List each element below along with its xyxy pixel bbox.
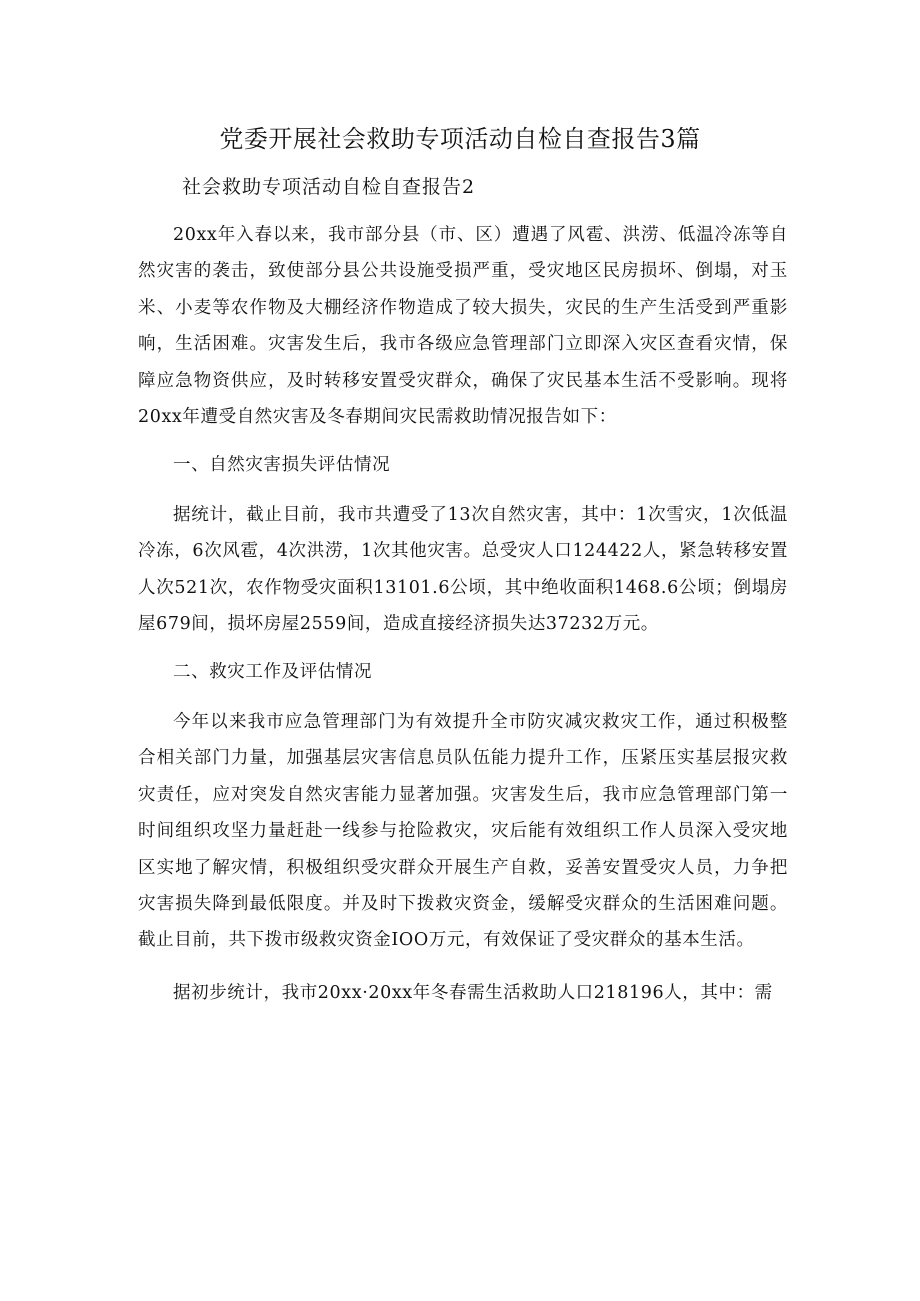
section-1-paragraph: 据统计，截止目前，我市共遭受了13次自然灾害，其中：1次雪灾，1次低温冷冻，6次风雹，4次洪涝，1次其他灾害。总受灾人口124422人，紧急转移安置人次521次，农作物受灾面积13101.6公顷，其中绝收面积1468.6公顷；倒塌房屋679间，损坏房屋2559间，造成直接经济损失达37232万元。	[138, 504, 788, 635]
section-2-paragraph-continued: 据初步统计，我市20xx·20xx年冬春需生活救助人口218196人，其中：需	[173, 982, 773, 1003]
intro-paragraph: 20xx年入春以来，我市部分县（市、区）遭遇了风雹、洪涝、低温冷冻等自然灾害的袭击，致使部分县公共设施受损严重，受灾地区民房损坏、倒塌，对玉米、小麦等农作物及大棚经济作物造成了较大损失，灾民的生产生活受到严重影响，生活困难。灾害发生后，我市各级应急管理部门立即深入灾区查看灾情，保障应急物资供应，及时转移安置受灾群众，确保了灾民基本生活不受影响。现将20xx年遭受自然灾害及冬春期间灾民需救助情况报告如下：	[138, 225, 788, 428]
document-title: 党委开展社会救助专项活动自检自查报告3篇	[219, 125, 701, 153]
section-2-paragraph: 今年以来我市应急管理部门为有效提升全市防灾减灾救灾工作，通过积极整合相关部门力量，加强基层灾害信息员队伍能力提升工作，压紧压实基层报灾救灾责任，应对突发自然灾害能力显著加强。灾害发生后，我市应急管理部门第一时间组织攻坚力量赶赴一线参与抢险救灾，灾后能有效组织工作人员深入受灾地区实地了解灾情，积极组织受灾群众开展生产自救，妥善安置受灾人员，力争把灾害损失降到最低限度。并及时下拨救灾资金，缓解受灾群众的生活困难问题。截止目前，共下拨市级救灾资金IOO万元，有效保证了受灾群众的基本生活。	[138, 711, 788, 951]
section-2-heading: 二、救灾工作及评估情况	[173, 662, 373, 683]
document-body	[138, 217, 788, 1011]
section-1-heading: 一、自然灾害损失评估情况	[173, 455, 391, 476]
document-subtitle: 社会救助专项活动自检自查报告2	[182, 176, 476, 198]
